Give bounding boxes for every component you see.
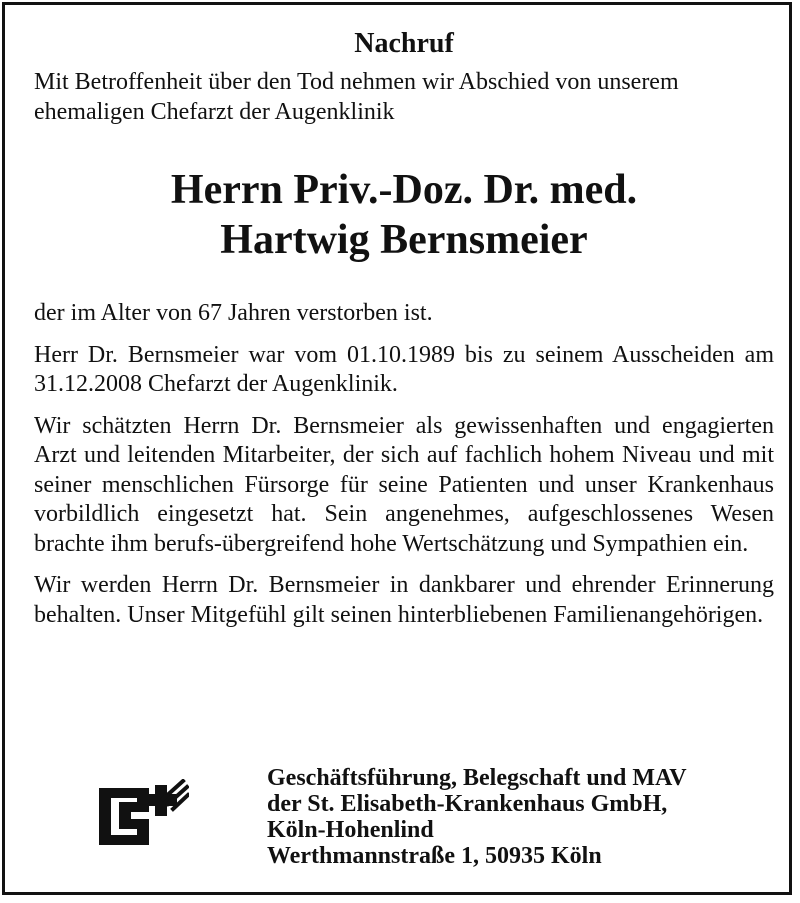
signature-block: [267, 765, 687, 869]
hospital-cross-logo-icon: [97, 779, 189, 849]
notice-heading: Nachruf: [354, 28, 454, 59]
signature-line: Geschäftsführung, Belegschaft und MAV: [267, 765, 687, 791]
deceased-name-line-2: Hartwig Bernsmeier: [220, 217, 588, 263]
notice-intro: Mit Betroffenheit über den Tod nehmen wir Abschied von unserem ehemaligen Chefarzt der Augenklinik: [34, 69, 679, 125]
signature-line: Köln-Hohenlind: [267, 817, 434, 843]
signature-line: der St. Elisabeth-Krankenhaus GmbH,: [267, 791, 668, 817]
deceased-name: [34, 165, 774, 265]
paragraph-tenure: Herr Dr. Bernsmeier war vom 01.10.1989 bis zu seinem Ausscheiden am 31.12.2008 Chefarzt der Augenklinik.: [34, 341, 774, 397]
paragraph-appreciation: Wir schätzten Herrn Dr. Bernsmeier als gewissenhaften und engagierten Arzt und leitenden Mitarbeiter, der sich auf fachlich hohem Niveau und mit seiner menschlichen Fürsorge für seine Patienten und unser Krankenhaus vorbildlich eingesetzt hat. Sein angenehmes, aufgeschlossenes Wesen brachte ihm berufs-übergreifend hohe Wertschätzung und Sympathien ein.: [34, 412, 774, 557]
paragraph-age: der im Alter von 67 Jahren verstorben ist.: [34, 300, 433, 326]
notice-content: [34, 27, 774, 630]
paragraph-remembrance: Wir werden Herrn Dr. Bernsmeier in dankbarer und ehrender Erinnerung behalten. Unser Mitgefühl gilt seinen hinterbliebenen Familienangehörigen.: [34, 572, 774, 628]
notice-frame: [2, 2, 792, 895]
signature-line: Werthmannstraße 1, 50935 Köln: [267, 843, 602, 869]
deceased-name-line-1: Herrn Priv.-Doz. Dr. med.: [170, 167, 638, 213]
